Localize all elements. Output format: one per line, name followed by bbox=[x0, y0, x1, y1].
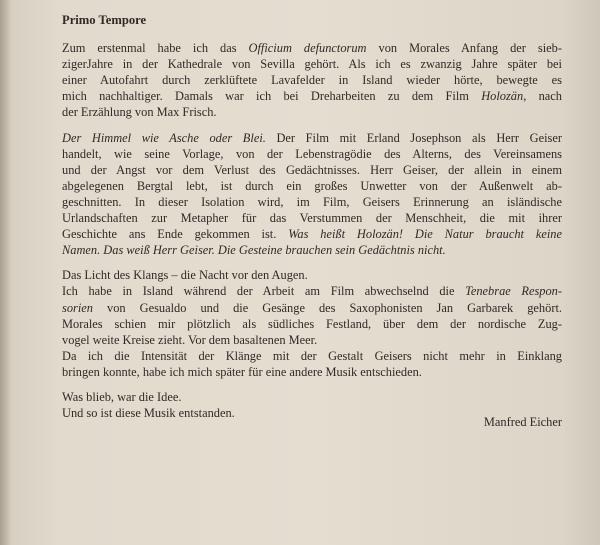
paragraph-3 bbox=[62, 267, 562, 380]
text-line bbox=[62, 316, 562, 332]
text-line bbox=[62, 104, 562, 120]
page-heading: Primo Tempore bbox=[62, 13, 147, 27]
text-line bbox=[62, 283, 562, 299]
text-block bbox=[62, 12, 562, 430]
paragraph-1 bbox=[62, 40, 562, 120]
text-line bbox=[62, 88, 562, 104]
text-segment: vogel weite Kreise zieht. Vor dem basaltenen Meer. bbox=[62, 332, 318, 347]
author-signature: Manfred Eicher bbox=[483, 415, 562, 430]
italic-text: Holozän bbox=[481, 89, 524, 104]
text-line bbox=[62, 267, 562, 283]
text-line bbox=[62, 332, 562, 348]
text-segment: Zum erstenmal habe ich das bbox=[62, 41, 249, 56]
text-segment: Das Licht des Klangs – die Nacht vor den Augen. bbox=[62, 268, 308, 283]
text-segment: Und so ist diese Musik entstanden. bbox=[62, 406, 235, 421]
text-line bbox=[62, 389, 562, 405]
text-line bbox=[62, 300, 562, 316]
text-segment: Ich habe in Island während der Arbeit am Film abwechselnd die bbox=[62, 284, 466, 299]
text-segment: abgelegenen Bergtal lebt, ist durch ein großes Unwetter von der Außenwelt ab- bbox=[62, 178, 562, 193]
text-segment: Urlandschaften zur Metapher für das Verstummen der Menschheit, die mit ihrer bbox=[62, 211, 562, 226]
text-segment: Der Film mit Erland Josephson als Herr Geiser bbox=[265, 130, 562, 145]
text-line bbox=[62, 40, 562, 56]
text-segment: Geschichte ans Ende gekommen ist. bbox=[62, 227, 289, 242]
text-segment: Morales schien mir plötzlich als südliches Festland, über dem der nordische Zug- bbox=[62, 316, 562, 331]
text-line bbox=[62, 210, 562, 226]
italic-text: Tenebrae Respon- bbox=[465, 284, 562, 299]
text-segment: von Gesualdo und die Gesänge des Saxophonisten Jan Garbarek gehört. bbox=[92, 300, 562, 315]
text-segment: handelt, wie seine Vorlage, von der Lebenstragödie des Alterns, des Vereinsamens bbox=[62, 146, 562, 161]
text-segment: der Erzählung von Max Frisch. bbox=[62, 105, 217, 120]
text-segment: bringen konnte, habe ich mich später für eine andere Musik entschieden. bbox=[62, 364, 422, 379]
text-line bbox=[62, 162, 562, 178]
text-line bbox=[62, 146, 562, 162]
text-segment: und der Angst vor dem Verlust des Gedächtnisses. Herr Geiser, der allein in einem bbox=[62, 162, 562, 177]
book-spine bbox=[0, 0, 10, 545]
text-line bbox=[62, 72, 562, 88]
paragraph-2 bbox=[62, 130, 562, 259]
italic-text: sorien bbox=[62, 300, 93, 315]
text-segment: mich nachhaltiger. Damals war ich bei Dreharbeiten zu dem Film bbox=[62, 89, 482, 104]
italic-text: Was heißt Holozän! Die Natur braucht keine bbox=[288, 227, 562, 242]
text-line bbox=[62, 364, 562, 380]
italic-text: Der Himmel wie Asche oder Blei. bbox=[62, 130, 266, 145]
text-segment: Da ich die Intensität der Klänge mit der Gestalt Geisers nicht mehr in Einklang bbox=[62, 348, 562, 363]
text-line bbox=[62, 348, 562, 364]
text-segment: Was blieb, war die Idee. bbox=[62, 389, 182, 404]
text-segment: geschnitten. In dieser Isolation wird, im Film, Geisers Erinnerung an isländische bbox=[62, 194, 562, 209]
text-line bbox=[62, 226, 562, 242]
text-line bbox=[62, 194, 562, 210]
text-segment: von Morales Anfang der sieb- bbox=[366, 41, 562, 56]
text-line bbox=[62, 130, 562, 146]
italic-text: Officium defunctorum bbox=[248, 41, 367, 56]
text-line bbox=[62, 178, 562, 194]
italic-text: Namen. Das weiß Herr Geiser. Die Gesteine brauchen sein Gedächtnis nicht. bbox=[62, 243, 446, 258]
text-line bbox=[62, 242, 562, 258]
text-segment: zigerJahre in der Kathedrale von Sevilla gehört. Als ich es zwanzig Jahre später bei bbox=[62, 57, 562, 72]
text-line bbox=[62, 56, 562, 72]
text-segment: , nach bbox=[523, 89, 562, 104]
text-segment: einer Autofahrt durch zerklüftete Lavafelder in Island wieder hörte, bewegte es bbox=[62, 73, 562, 88]
